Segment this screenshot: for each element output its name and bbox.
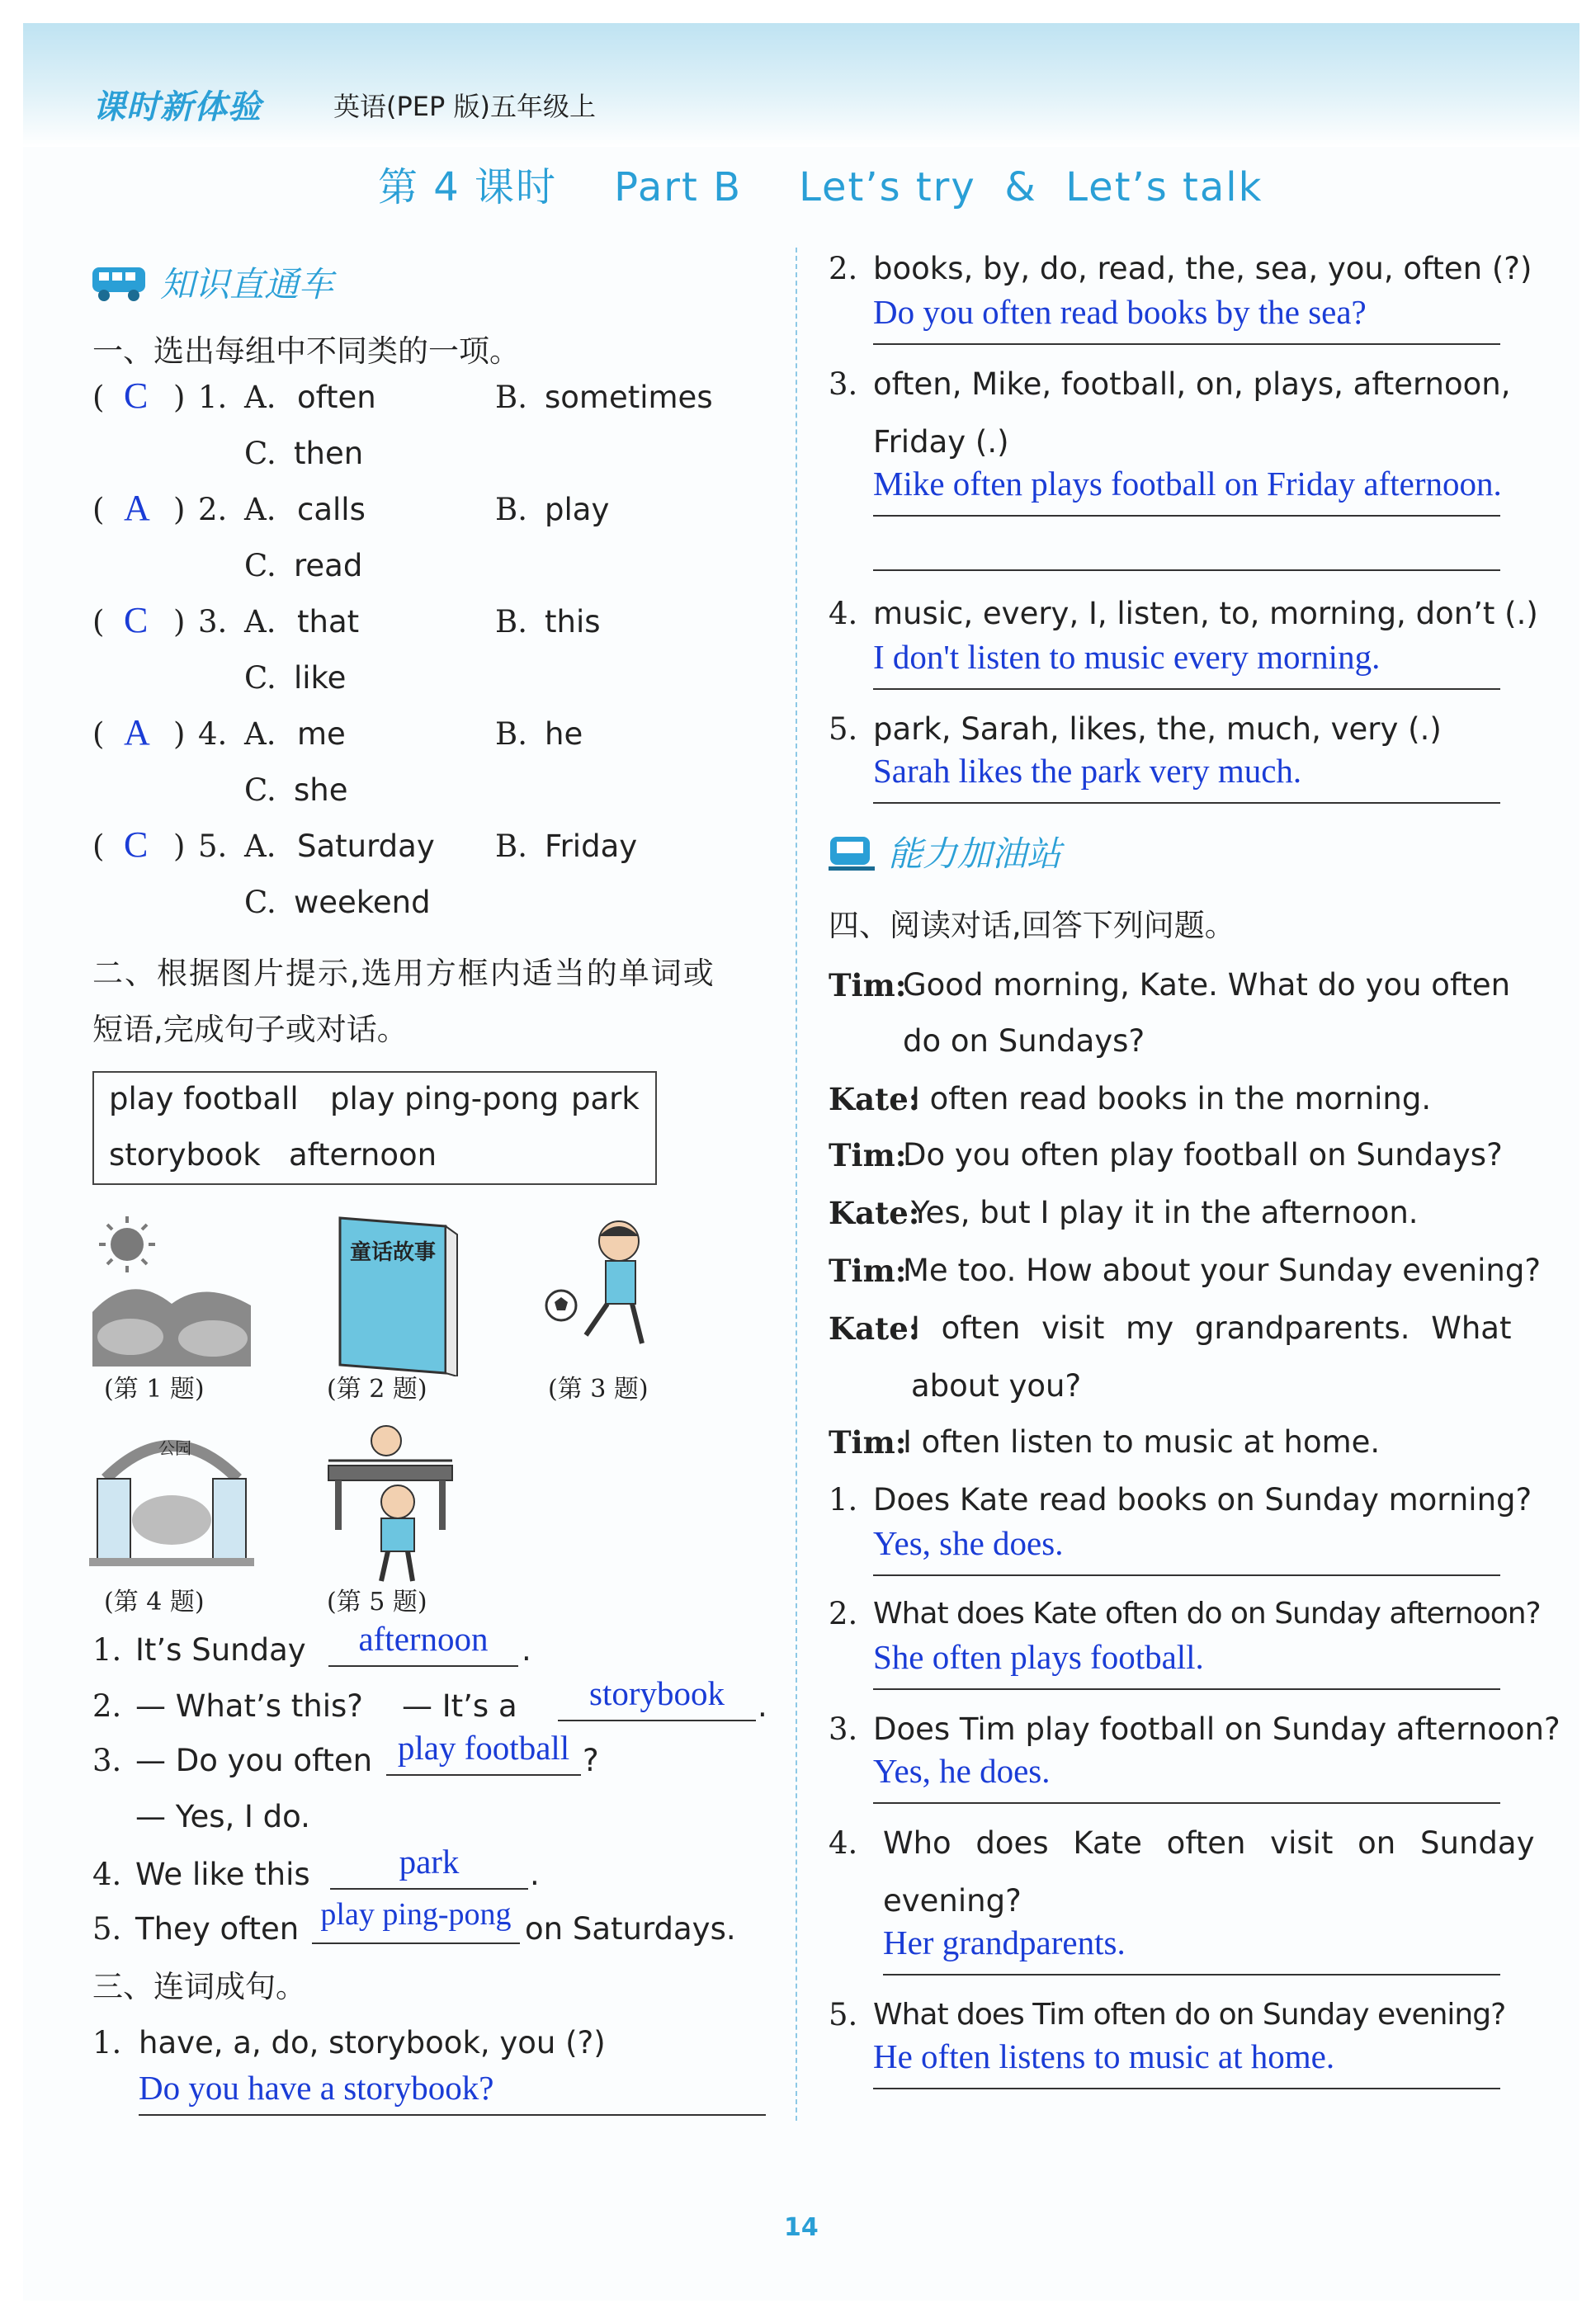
question-text: Who does Kate often visit on Sunday — [883, 1825, 1535, 1861]
word-box-item: afternoon — [289, 1137, 437, 1173]
option-a: me — [297, 716, 346, 752]
answer-sentence: Mike often plays football on Friday afternoon. — [873, 465, 1502, 503]
item-number: 1. — [92, 2025, 122, 2060]
word-box-item: play football — [109, 1081, 299, 1116]
fill-blank — [312, 1896, 520, 1944]
option-label: A. — [244, 828, 276, 864]
picture-sun-hills — [89, 1213, 254, 1370]
picture-storybook — [322, 1211, 462, 1376]
question-text: Does Tim play football on Sunday afternoon? — [873, 1711, 1561, 1747]
paren-open: ( — [92, 716, 105, 752]
item-number: 3. — [198, 604, 228, 640]
option-label: B. — [495, 828, 527, 864]
item-number: 3. — [829, 366, 858, 402]
blank-answer: park — [399, 1843, 460, 1881]
caption: (第 4 题) — [104, 1588, 205, 1617]
item-number: 2. — [829, 251, 858, 286]
sentence-number: 2. — [92, 1688, 122, 1724]
dialogue-line-cont: do on Sundays? — [903, 1023, 1145, 1059]
scrambled-words: park, Sarah, likes, the, much, very (.) — [873, 711, 1442, 747]
lesson-title: 第 4 课时 Part B Let’s try & Let’s talk — [378, 164, 1263, 210]
dialogue-speaker: Tim: — [829, 1253, 907, 1289]
item-number: 4. — [829, 596, 858, 631]
sentence-text: — Do you often — [135, 1743, 373, 1778]
option-a: that — [297, 604, 360, 640]
fill-blank — [330, 1842, 528, 1890]
sentence-text: — What’s this? — It’s a — [135, 1688, 517, 1724]
dialogue-speaker: Kate: — [829, 1195, 920, 1231]
paren-close: ) — [173, 716, 186, 752]
option-b: sometimes — [545, 380, 713, 415]
option-a: Saturday — [297, 828, 435, 864]
caption: (第 5 题) — [327, 1588, 427, 1617]
fill-blank — [386, 1728, 581, 1776]
option-label: C. — [244, 660, 276, 696]
sentence-end: ? — [583, 1743, 599, 1778]
fill-blank — [328, 1619, 518, 1667]
picture-ping-pong — [322, 1419, 462, 1584]
option-c: read — [294, 548, 363, 583]
column-divider — [796, 248, 797, 2121]
question-number: 1. — [829, 1482, 858, 1518]
sentence-reply: — Yes, I do. — [135, 1799, 310, 1834]
choice-answer: C — [124, 824, 149, 865]
question-number: 3. — [829, 1711, 858, 1747]
dialogue-line: I often read books in the morning. — [911, 1081, 1432, 1116]
choice-answer: A — [124, 712, 150, 753]
answer-sentence: Yes, she does. — [873, 1524, 1064, 1562]
answer-line — [883, 1923, 1500, 1975]
word-box-item: play ping-pong — [330, 1081, 560, 1116]
caption: (第 3 题) — [548, 1375, 649, 1404]
blank-answer: play ping-pong — [320, 1897, 512, 1932]
sentence-text: It’s Sunday — [135, 1632, 306, 1668]
dialogue-line-cont: about you? — [911, 1368, 1082, 1404]
item-number: 1. — [198, 380, 228, 415]
storybook-cover-title: 童话故事 — [350, 1240, 437, 1265]
option-b: Friday — [545, 828, 638, 864]
option-label: A. — [244, 492, 276, 527]
dialogue-line: I often listen to music at home. — [903, 1424, 1381, 1460]
park-sign-text: 公园 — [158, 1438, 191, 1458]
answer-line — [873, 464, 1500, 517]
sentence-end: . — [530, 1857, 540, 1892]
paren-open: ( — [92, 492, 105, 527]
paren-open: ( — [92, 604, 105, 640]
sentence-number: 5. — [92, 1911, 122, 1947]
item-number: 5. — [829, 711, 858, 747]
scrambled-words: often, Mike, football, on, plays, afternoon, — [873, 366, 1511, 402]
word-box-item: park — [571, 1081, 640, 1116]
answer-sentence: He often listens to music at home. — [873, 2037, 1335, 2075]
option-c: like — [294, 660, 347, 696]
page-number: 14 — [784, 2213, 819, 2242]
scrambled-words: music, every, I, listen, to, morning, don’t (.) — [873, 596, 1538, 631]
sentence-number: 1. — [92, 1632, 122, 1668]
dialogue-line: Do you often play football on Sundays? — [903, 1137, 1503, 1173]
blank-answer: afternoon — [358, 1620, 489, 1658]
item-number: 5. — [198, 828, 228, 864]
choice-answer: C — [124, 600, 149, 640]
blank-answer: storybook — [589, 1674, 725, 1712]
sentence-end: . — [758, 1688, 767, 1724]
option-b: play — [545, 492, 610, 527]
dialogue-line: Good morning, Kate. What do you often — [903, 967, 1511, 1003]
option-label: C. — [244, 548, 276, 583]
option-a: calls — [297, 492, 366, 527]
option-a: often — [297, 380, 376, 415]
part4-instruction: 四、阅读对话,回答下列问题。 — [829, 908, 1235, 943]
answer-line — [873, 2037, 1500, 2089]
question-text: What does Kate often do on Sunday afternoon? — [873, 1597, 1541, 1631]
option-label: A. — [244, 716, 276, 752]
option-label: A. — [244, 604, 276, 640]
caption: (第 2 题) — [327, 1375, 427, 1404]
paren-close: ) — [173, 604, 186, 640]
option-c: weekend — [294, 885, 431, 920]
question-number: 2. — [829, 1596, 858, 1631]
sentence-end: . — [522, 1632, 531, 1668]
brand-title: 课时新体验 — [92, 88, 262, 126]
section-knowledge — [89, 256, 436, 305]
dialogue-line: Yes, but I play it in the afternoon. — [911, 1195, 1419, 1230]
answer-line — [873, 1523, 1500, 1576]
picture-park — [89, 1421, 254, 1570]
question-text: Does Kate read books on Sunday morning? — [873, 1482, 1532, 1518]
answer-sentence: I don't listen to music every morning. — [873, 638, 1381, 676]
dialogue-speaker: Kate: — [829, 1310, 920, 1347]
section-ability — [825, 827, 1172, 876]
paren-close: ) — [173, 492, 186, 527]
option-label: A. — [244, 380, 276, 415]
sentence-number: 4. — [92, 1857, 122, 1892]
dialogue-speaker: Tim: — [829, 1137, 907, 1173]
part3-instruction: 三、连词成句。 — [92, 1969, 306, 2004]
answer-line — [873, 751, 1500, 804]
blank-answer: play football — [397, 1729, 570, 1767]
sentence-text: They often — [135, 1911, 300, 1947]
answer-sentence: Sarah likes the park very much. — [873, 752, 1302, 790]
choice-answer: C — [124, 375, 149, 416]
picture-boy-football — [536, 1211, 677, 1376]
option-c: then — [294, 436, 364, 471]
bus-icon — [89, 261, 152, 304]
option-c: she — [294, 772, 348, 808]
answer-line — [873, 1637, 1500, 1690]
scrambled-words-cont: Friday (.) — [873, 424, 1009, 460]
dialogue-speaker: Tim: — [829, 967, 907, 1003]
option-b: he — [545, 716, 583, 752]
answer-sentence: She often plays football. — [873, 1638, 1204, 1676]
answer-sentence: Her grandparents. — [883, 1924, 1126, 1961]
part1-instruction: 一、选出每组中不同类的一项。 — [92, 333, 520, 369]
paren-open: ( — [92, 380, 105, 415]
paren-open: ( — [92, 828, 105, 864]
train-icon — [825, 833, 880, 875]
scrambled-words: books, by, do, read, the, sea, you, often (?) — [873, 251, 1532, 286]
section-ability-title: 能力加油站 — [888, 833, 1062, 874]
option-label: B. — [495, 716, 527, 752]
dialogue-speaker: Tim: — [829, 1424, 907, 1461]
paren-close: ) — [173, 828, 186, 864]
option-label: C. — [244, 772, 276, 808]
fill-blank — [558, 1673, 756, 1721]
answer-line — [873, 1751, 1500, 1804]
option-label: C. — [244, 885, 276, 920]
option-label: B. — [495, 604, 527, 640]
dialogue-line: I often visit my grandparents. What — [911, 1310, 1512, 1346]
answer-sentence: Do you often read books by the sea? — [873, 293, 1367, 331]
item-number: 4. — [198, 716, 228, 752]
dialogue-speaker: Kate: — [829, 1081, 920, 1117]
paren-close: ) — [173, 380, 186, 415]
option-label: B. — [495, 380, 527, 415]
option-b: this — [545, 604, 601, 640]
item-number: 2. — [198, 492, 228, 527]
answer-line — [873, 292, 1500, 345]
dialogue-line: Me too. How about your Sunday evening? — [903, 1253, 1541, 1288]
answer-line — [139, 2068, 766, 2116]
part2-instruction-line2: 短语,完成句子或对话。 — [92, 1012, 408, 1047]
sentence-number: 3. — [92, 1743, 122, 1778]
caption: (第 1 题) — [104, 1375, 205, 1404]
option-label: C. — [244, 436, 276, 471]
part2-instruction-line1: 二、根据图片提示,选用方框内适当的单词或 — [92, 956, 715, 991]
answer-sentence: Do you have a storybook? — [139, 2069, 494, 2107]
sentence-text: We like this — [135, 1857, 310, 1892]
scrambled-words: have, a, do, storybook, you (?) — [139, 2025, 606, 2060]
answer-line — [873, 637, 1500, 690]
word-box-item: storybook — [109, 1137, 261, 1173]
question-text-cont: evening? — [883, 1883, 1022, 1919]
option-label: B. — [495, 492, 527, 527]
question-number: 5. — [829, 1997, 858, 2032]
answer-line-extra — [873, 523, 1500, 571]
question-text: What does Tim often do on Sunday evening? — [873, 1998, 1506, 2032]
choice-answer: A — [124, 488, 150, 528]
sentence-end: on Saturdays. — [525, 1911, 736, 1947]
subject-label: 英语(PEP 版)五年级上 — [333, 91, 596, 122]
answer-sentence: Yes, he does. — [873, 1752, 1051, 1790]
question-number: 4. — [829, 1825, 858, 1861]
section-knowledge-title: 知识直通车 — [160, 264, 334, 304]
